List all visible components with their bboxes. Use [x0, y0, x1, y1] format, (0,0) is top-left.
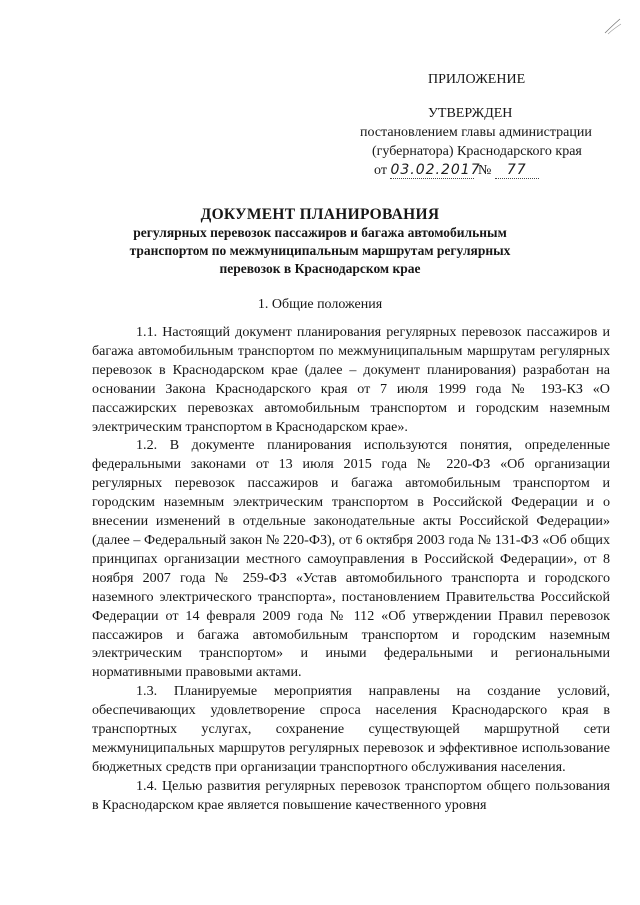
pen-mark-icon — [603, 16, 623, 36]
section-heading: 1. Общие положения — [257, 297, 383, 312]
appendix-label: ПРИЛОЖЕНИЕ — [428, 72, 526, 87]
document-subtitle-line-1: регулярных перевозок пассажиров и багажа автомобильным — [133, 225, 507, 240]
handwritten-date: 03.02.2017 — [390, 162, 481, 178]
number-label: № — [477, 163, 492, 178]
document-subtitle-line-3: перевозок в Краснодарском крае — [219, 261, 421, 276]
decree-line-1: постановлением главы администрации — [360, 125, 592, 140]
paragraph-1-1: 1.1. Настоящий документ планирования регулярных перевозок пассажиров и багажа автомобильным транспортом по межмуниципальным маршрутам регулярных перевозок в Краснодарском крае (далее – документ планирования) разработан на основании Закона Краснодарского края от 7 июля 1999 года № 193-КЗ «О пассажирских перевозках автомобильным транспортом и городским наземным электрическим транспортом в Краснодарском крае». — [92, 324, 610, 435]
paragraph-1-4: 1.4. Целью развития регулярных перевозок транспортом общего пользования в Краснодарском крае является повышение качественного уровня — [92, 777, 610, 813]
document-body — [92, 323, 610, 815]
document-subtitle-line-2: транспортом по межмуниципальным маршрутам регулярных — [129, 243, 511, 258]
date-prefix: от — [374, 163, 387, 178]
document-title: ДОКУМЕНТ ПЛАНИРОВАНИЯ — [200, 206, 440, 223]
approved-label: УТВЕРЖДЕН — [428, 106, 513, 121]
date-line — [374, 162, 539, 179]
decree-line-2: (губернатора) Краснодарского края — [372, 144, 582, 159]
paragraph-1-2: 1.2. В документе планирования используются понятия, определенные федеральными законами от 13 июля 2015 года № 220-ФЗ «Об организации регулярных перевозок пассажиров и багажа автомобильным транспортом и городским наземным электрическим транспортом в Российской Федерации и о внесении изменений в отдельные законодательные акты Российской Федерации» (далее – Федеральный закон № 220-ФЗ), от 6 октября 2003 года № 131-ФЗ «Об общих принципах организации местного самоуправления в Российской Федерации», от 8 ноября 2007 года № 259-ФЗ «Устав автомобильного транспорта и городского наземного электрического транспорта», постановлением Правительства Российской Федерации от 14 февраля 2009 года № 112 «Об утверждении Правил перевозок пассажиров и багажа автомобильным транспортом и городским наземным электрическим транспортом» и иными федеральными и региональными нормативными правовыми актами. — [92, 437, 610, 681]
handwritten-number: 77 — [495, 162, 539, 179]
paragraph-1-3: 1.3. Планируемые мероприятия направлены на создание условий, обеспечивающих удовлетворение спроса населения Краснодарского края в транспортных услугах, сохранение существующей маршрутной сети межмуниципальных маршрутов регулярных перевозок и эффективное использование бюджетных средств при организации транспортного обслуживания населения. — [92, 683, 610, 775]
